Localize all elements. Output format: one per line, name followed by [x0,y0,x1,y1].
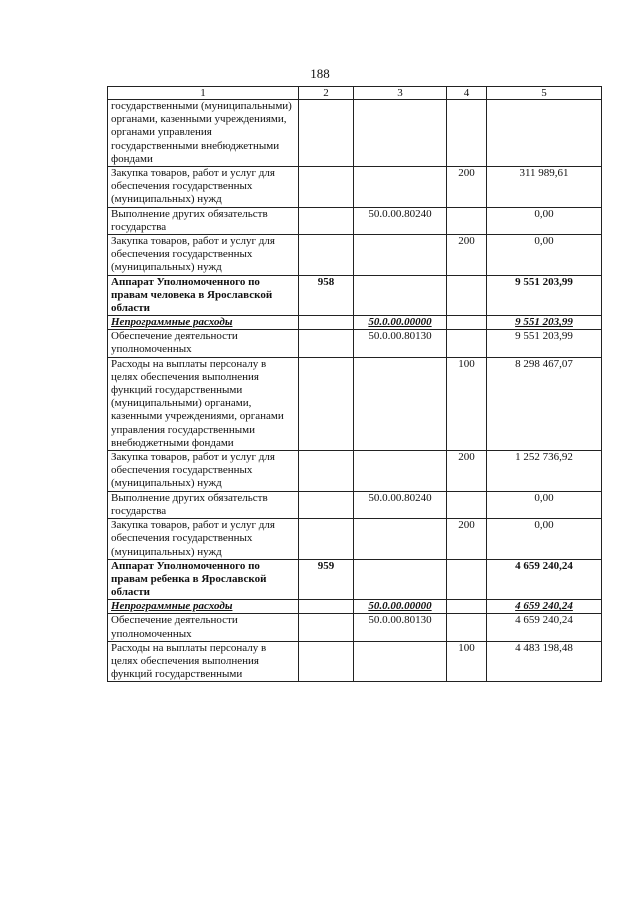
row-name-text: Расходы на выплаты персоналу в целях обеспечения выполнения функций государственными (муниципальными) органами, казенными учреждениями, органами управления государственными внебюджетными фондами [111,357,284,449]
row-name-text: Расходы на выплаты персоналу в целях обеспечения выполнения функций государственными [111,641,267,681]
row-kvr [447,167,487,208]
row-vedomstvo [299,451,354,492]
column-header-code: 3 [354,87,447,100]
row-vedomstvo [299,330,354,357]
row-vedomstvo-text: 959 [317,559,335,572]
row-code [354,519,447,560]
row-code [354,207,447,234]
row-kvr-text: 200 [458,519,475,532]
row-name-text: государственными (муниципальными) органами, казенными учреждениями, органами управления государственными внебюджетными фондами [111,100,292,165]
row-vedomstvo [299,600,354,614]
row-amount-text: 9 551 203,99 [515,330,573,343]
row-vedomstvo [299,316,354,330]
row-amount-text: 0,00 [534,519,554,532]
row-name [108,100,299,167]
row-amount [487,451,602,492]
row-kvr [447,330,487,357]
row-name-text: Аппарат Уполномоченного по правам человека в Ярославской области [111,275,273,315]
row-code [354,559,447,600]
table-row [108,275,602,316]
row-name-text: Выполнение других обязательств государства [111,207,268,233]
header-row [108,87,602,100]
row-name [108,451,299,492]
row-amount-text: 4 659 240,24 [515,559,573,572]
row-name-text: Закупка товаров, работ и услуг для обеспечения государственных (муниципальных) нужд [111,235,275,274]
row-kvr [447,357,487,450]
row-amount-text: 4 659 240,24 [515,600,573,613]
row-vedomstvo [299,641,354,682]
row-name-text: Обеспечение деятельности уполномоченных [111,614,238,640]
row-amount [487,275,602,316]
table-header [108,87,602,100]
row-name [108,235,299,276]
row-vedomstvo [299,559,354,600]
row-amount [487,614,602,641]
row-amount-text: 9 551 203,99 [515,275,573,288]
row-name-text: Закупка товаров, работ и услуг для обеспечения государственных (муниципальных) нужд [111,167,275,206]
table-row [108,600,602,614]
row-name [108,330,299,357]
row-code [354,451,447,492]
row-kvr [447,207,487,234]
row-name [108,316,299,330]
row-kvr-text: 100 [458,641,475,654]
table-row [108,207,602,234]
row-name [108,167,299,208]
row-kvr [447,451,487,492]
row-amount-text: 1 252 736,92 [515,451,573,464]
table-row [108,641,602,682]
row-name [108,600,299,614]
row-name-text: Непрограммные расходы [111,600,233,613]
row-name-text: Выполнение других обязательств государства [111,491,268,517]
row-vedomstvo [299,275,354,316]
row-amount-text: 0,00 [534,207,554,220]
row-vedomstvo [299,100,354,167]
row-kvr [447,491,487,518]
row-code-text: 50.0.00.80240 [368,491,432,504]
table-row [108,559,602,600]
row-code [354,100,447,167]
row-name-text: Непрограммные расходы [111,316,233,329]
row-amount-text: 4 659 240,24 [515,614,573,627]
row-name [108,519,299,560]
row-code [354,275,447,316]
row-amount [487,600,602,614]
table-row [108,451,602,492]
table-row [108,100,602,167]
table-row [108,614,602,641]
table-body [108,100,602,682]
row-code [354,641,447,682]
row-kvr [447,641,487,682]
row-code [354,614,447,641]
column-header-vedomstvo: 2 [299,87,354,100]
row-name [108,491,299,518]
row-amount-text: 9 551 203,99 [515,316,573,329]
row-amount-text: 0,00 [534,491,554,504]
column-header-amount: 5 [487,87,602,100]
table-row [108,235,602,276]
row-amount-text: 4 483 198,48 [515,641,573,654]
row-kvr [447,316,487,330]
row-amount [487,357,602,450]
row-code-text: 50.0.00.00000 [368,316,432,329]
row-name [108,559,299,600]
row-amount [487,207,602,234]
column-header-name: 1 [108,87,299,100]
row-vedomstvo [299,357,354,450]
row-name [108,641,299,682]
row-vedomstvo [299,614,354,641]
table-row [108,357,602,450]
row-amount [487,641,602,682]
row-vedomstvo [299,235,354,276]
row-kvr [447,519,487,560]
row-amount [487,235,602,276]
row-name-text: Обеспечение деятельности уполномоченных [111,330,238,356]
row-amount [487,330,602,357]
row-vedomstvo [299,519,354,560]
row-vedomstvo [299,207,354,234]
row-code-text: 50.0.00.00000 [368,600,432,613]
row-amount [487,167,602,208]
table-row [108,330,602,357]
row-kvr [447,614,487,641]
row-amount [487,316,602,330]
row-kvr [447,100,487,167]
row-code [354,600,447,614]
row-kvr-text: 200 [458,235,475,248]
row-amount [487,559,602,600]
table-row [108,167,602,208]
row-code [354,167,447,208]
row-kvr-text: 100 [458,357,475,370]
row-kvr [447,559,487,600]
table-row [108,491,602,518]
row-vedomstvo [299,491,354,518]
row-vedomstvo-text: 958 [317,275,335,288]
row-name [108,614,299,641]
table-row [108,316,602,330]
row-code [354,491,447,518]
row-vedomstvo [299,167,354,208]
row-name-text: Аппарат Уполномоченного по правам ребенка в Ярославской области [111,559,267,599]
row-code-text: 50.0.00.80130 [368,330,432,343]
row-amount [487,100,602,167]
row-code [354,235,447,276]
row-code-text: 50.0.00.80240 [368,207,432,220]
page-number: 188 [310,66,330,81]
row-code-text: 50.0.00.80130 [368,614,432,627]
table-row [108,519,602,560]
row-amount [487,519,602,560]
row-kvr [447,600,487,614]
row-amount-text: 0,00 [534,235,554,248]
row-kvr-text: 200 [458,451,475,464]
row-name [108,275,299,316]
row-name [108,357,299,450]
row-code [354,316,447,330]
row-name [108,207,299,234]
row-name-text: Закупка товаров, работ и услуг для обеспечения государственных (муниципальных) нужд [111,451,275,490]
row-amount [487,491,602,518]
row-name-text: Закупка товаров, работ и услуг для обеспечения государственных (муниципальных) нужд [111,519,275,558]
row-kvr [447,275,487,316]
column-header-kvr: 4 [447,87,487,100]
row-kvr-text: 200 [458,167,475,180]
row-code [354,330,447,357]
row-amount-text: 311 989,61 [519,167,569,180]
row-kvr [447,235,487,276]
budget-table [107,86,602,682]
row-amount-text: 8 298 467,07 [515,357,573,370]
row-code [354,357,447,450]
